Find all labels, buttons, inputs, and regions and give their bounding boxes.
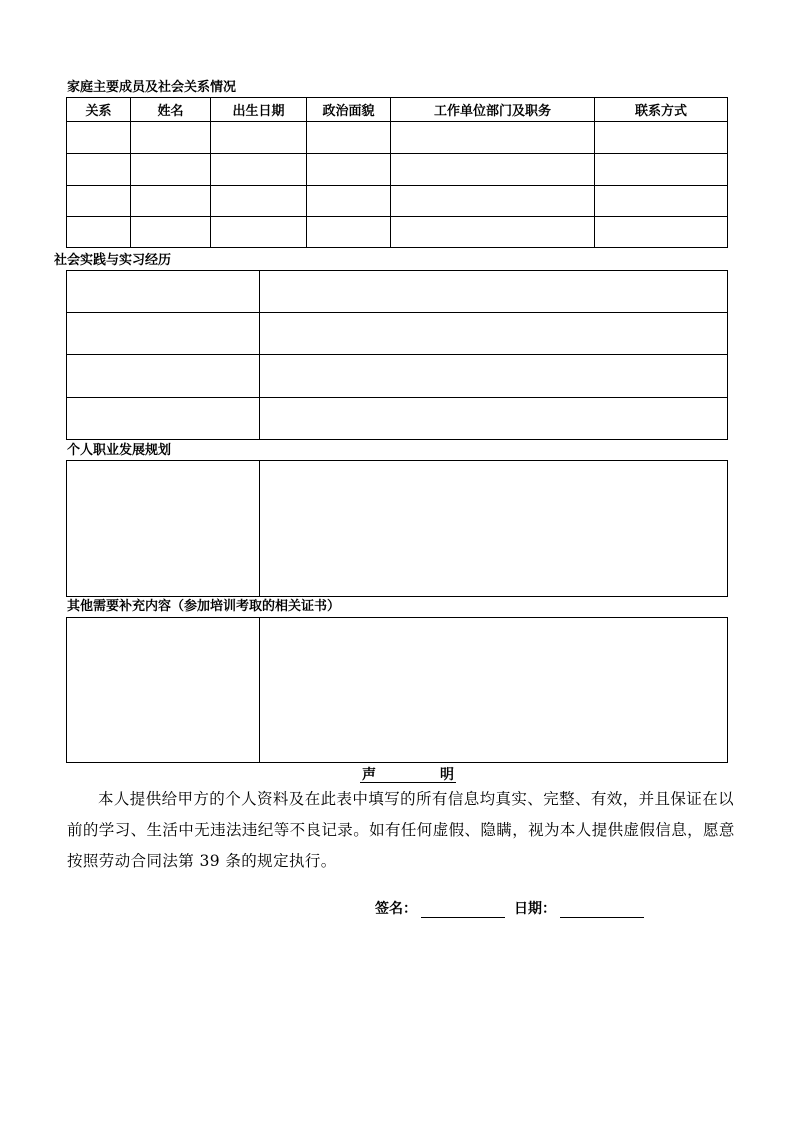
family-section-title: 家庭主要成员及社会关系情况 bbox=[67, 80, 237, 95]
contact-cell[interactable] bbox=[595, 217, 728, 248]
other-table bbox=[66, 617, 728, 763]
header-political-status: 政治面貌 bbox=[307, 98, 391, 122]
declaration-title bbox=[360, 764, 456, 783]
employer-cell[interactable] bbox=[391, 186, 595, 217]
table-row bbox=[67, 313, 728, 355]
birthdate-cell[interactable] bbox=[211, 217, 307, 248]
relation-cell[interactable] bbox=[67, 154, 131, 186]
birthdate-cell[interactable] bbox=[211, 154, 307, 186]
other-left-cell[interactable] bbox=[67, 618, 260, 763]
other-section-title: 其他需要补充内容（参加培训考取的相关证书） bbox=[67, 599, 341, 614]
table-row bbox=[67, 461, 728, 597]
contact-cell[interactable] bbox=[595, 154, 728, 186]
practice-period-cell[interactable] bbox=[67, 271, 260, 313]
political-status-cell[interactable] bbox=[307, 122, 391, 154]
birthdate-cell[interactable] bbox=[211, 186, 307, 217]
contact-cell[interactable] bbox=[595, 186, 728, 217]
table-row bbox=[67, 154, 728, 186]
practice-detail-cell[interactable] bbox=[260, 313, 728, 355]
signature-field bbox=[375, 898, 505, 918]
practice-period-cell[interactable] bbox=[67, 313, 260, 355]
practice-detail-cell[interactable] bbox=[260, 271, 728, 313]
header-name: 姓名 bbox=[131, 98, 211, 122]
date-label: 日期： bbox=[514, 901, 556, 917]
employer-cell[interactable] bbox=[391, 154, 595, 186]
practice-period-cell[interactable] bbox=[67, 355, 260, 398]
name-cell[interactable] bbox=[131, 154, 211, 186]
table-row bbox=[67, 355, 728, 398]
career-left-cell[interactable] bbox=[67, 461, 260, 597]
declaration-title-right: 明 bbox=[440, 767, 454, 783]
family-table bbox=[66, 97, 728, 248]
career-table bbox=[66, 460, 728, 597]
table-row bbox=[67, 122, 728, 154]
date-field bbox=[514, 898, 644, 918]
declaration-text: 本人提供给甲方的个人资料及在此表中填写的所有信息均真实、完整、有效，并且保证在以前的学习、生活中无违法违纪等不良记录。如有任何虚假、隐瞒，视为本人提供虚假信息，愿意按照劳动合同法第 39 条的规定执行。 bbox=[67, 790, 735, 870]
header-relation: 关系 bbox=[67, 98, 131, 122]
table-row bbox=[67, 618, 728, 763]
header-employer-position: 工作单位部门及职务 bbox=[391, 98, 595, 122]
political-status-cell[interactable] bbox=[307, 186, 391, 217]
practice-period-cell[interactable] bbox=[67, 398, 260, 440]
signature-label: 签名： bbox=[375, 901, 417, 917]
relation-cell[interactable] bbox=[67, 217, 131, 248]
practice-table bbox=[66, 270, 728, 440]
employer-cell[interactable] bbox=[391, 217, 595, 248]
contact-cell[interactable] bbox=[595, 122, 728, 154]
header-birthdate: 出生日期 bbox=[211, 98, 307, 122]
signature-line[interactable] bbox=[421, 901, 505, 918]
political-status-cell[interactable] bbox=[307, 217, 391, 248]
header-contact: 联系方式 bbox=[595, 98, 728, 122]
practice-detail-cell[interactable] bbox=[260, 355, 728, 398]
relation-cell[interactable] bbox=[67, 122, 131, 154]
employer-cell[interactable] bbox=[391, 122, 595, 154]
name-cell[interactable] bbox=[131, 217, 211, 248]
name-cell[interactable] bbox=[131, 186, 211, 217]
career-section-title: 个人职业发展规划 bbox=[67, 443, 172, 458]
practice-detail-cell[interactable] bbox=[260, 398, 728, 440]
relation-cell[interactable] bbox=[67, 186, 131, 217]
declaration-title-left: 声 bbox=[362, 767, 376, 783]
other-content-cell[interactable] bbox=[260, 618, 728, 763]
table-row bbox=[67, 271, 728, 313]
declaration-body bbox=[67, 784, 735, 877]
table-row bbox=[67, 217, 728, 248]
table-row bbox=[67, 398, 728, 440]
table-row bbox=[67, 186, 728, 217]
birthdate-cell[interactable] bbox=[211, 122, 307, 154]
career-plan-cell[interactable] bbox=[260, 461, 728, 597]
date-line[interactable] bbox=[560, 901, 644, 918]
family-header-row bbox=[67, 98, 728, 122]
political-status-cell[interactable] bbox=[307, 154, 391, 186]
name-cell[interactable] bbox=[131, 122, 211, 154]
practice-section-title: 社会实践与实习经历 bbox=[54, 253, 172, 268]
